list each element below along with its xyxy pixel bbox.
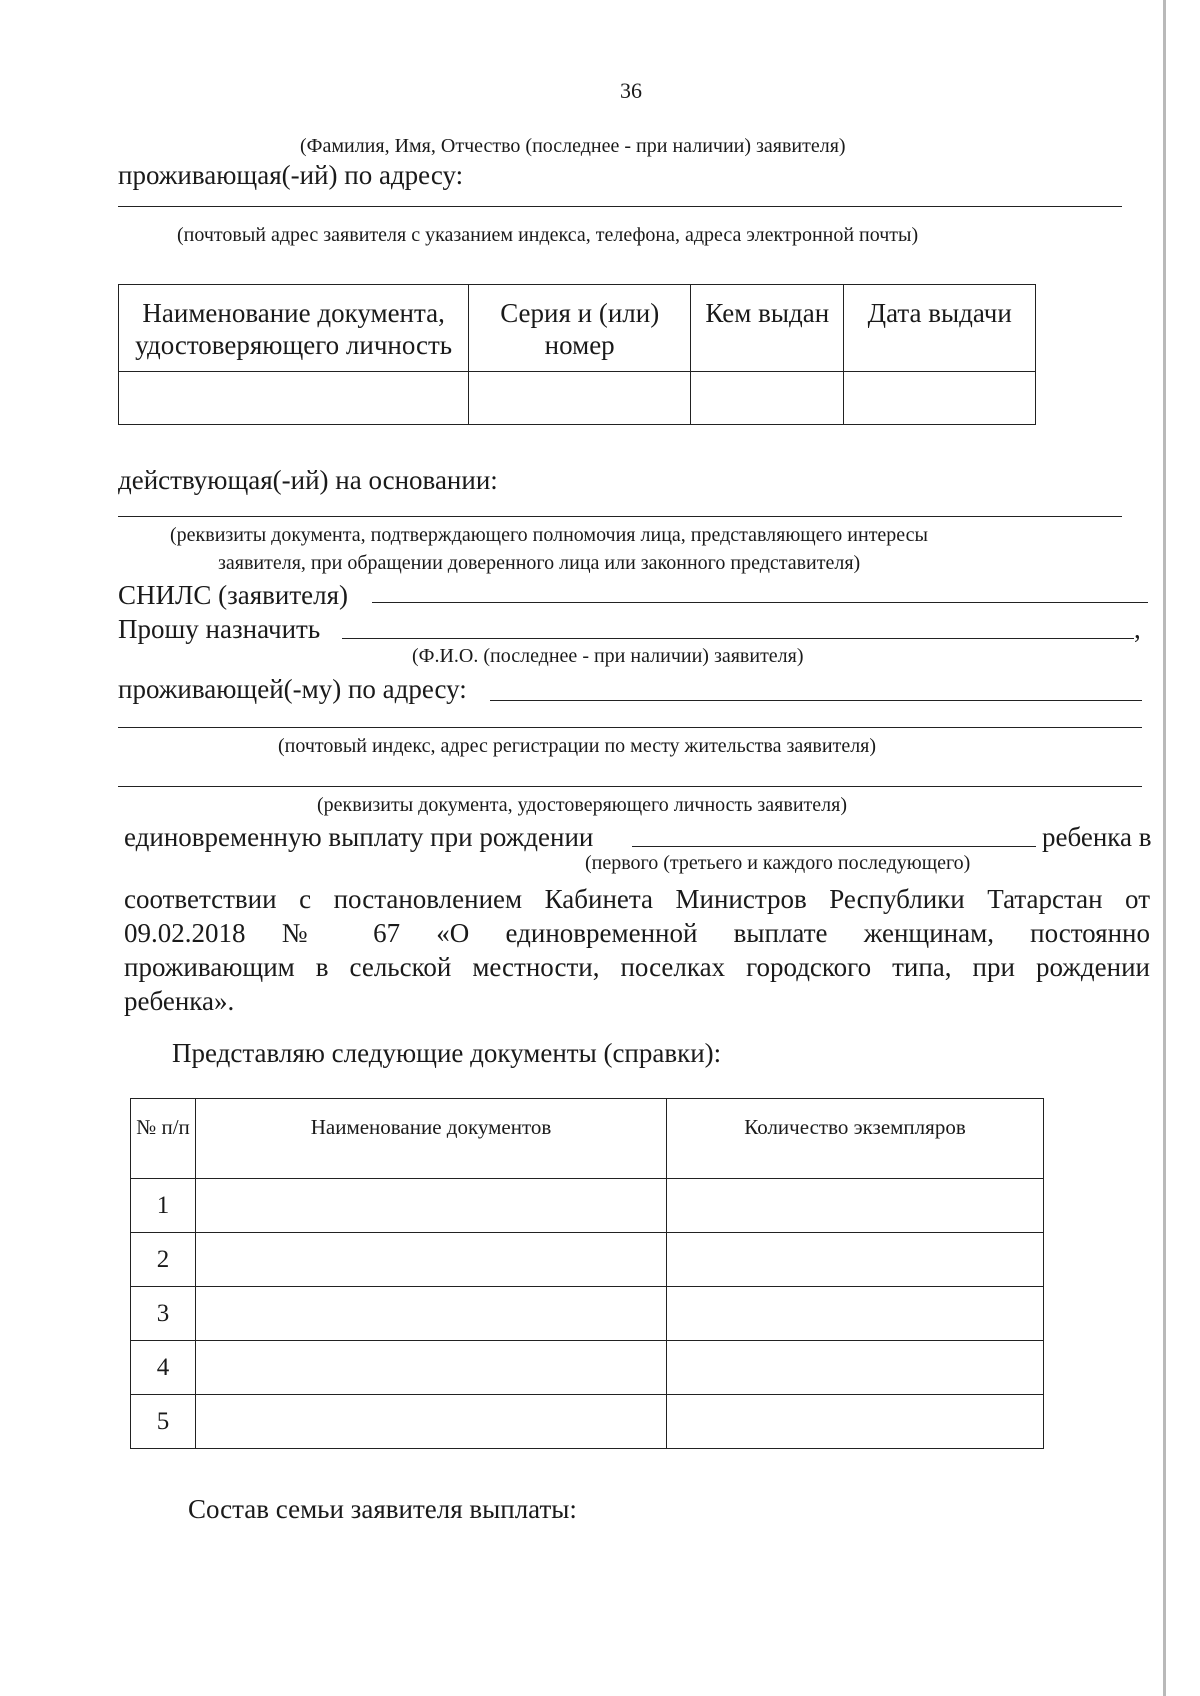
docs-row-num: 2	[131, 1233, 196, 1287]
id-doc-line[interactable]	[118, 786, 1142, 787]
id-table-cell-series[interactable]	[469, 372, 691, 425]
paragraph-line-3: проживающим в сельской местности, поселках городского типа, при рождении	[124, 952, 1150, 982]
basis-line[interactable]	[118, 516, 1122, 517]
docs-row-name-cell[interactable]	[196, 1233, 667, 1287]
table-row	[131, 1233, 1044, 1287]
label-address-2: проживающей(-му) по адресу:	[118, 674, 467, 704]
id-table-header-date: Дата выдачи	[844, 285, 1036, 372]
docs-header-num: № п/п	[131, 1099, 196, 1179]
paragraph-line-4: ребенка».	[124, 986, 235, 1016]
caption-basis-line-1: (реквизиты документа, подтверждающего полномочия лица, представляющего интересы	[170, 524, 928, 546]
docs-row-qty-cell[interactable]	[667, 1287, 1044, 1341]
caption-fio: (Фамилия, Имя, Отчество (последнее - при наличии) заявителя)	[300, 135, 846, 157]
table-row	[131, 1395, 1044, 1449]
request-line[interactable]	[342, 638, 1134, 639]
address-2-line[interactable]	[490, 700, 1142, 701]
label-basis: действующая(-ий) на основании:	[118, 465, 498, 495]
label-family: Состав семьи заявителя выплаты:	[188, 1494, 577, 1524]
id-table-cell-doc[interactable]	[119, 372, 469, 425]
id-table-header-row	[119, 285, 1036, 372]
table-row	[131, 1179, 1044, 1233]
label-payment: единовременную выплату при рождении	[124, 822, 594, 852]
caption-postal-2: (почтовый индекс, адрес регистрации по месту жительства заявителя)	[278, 735, 877, 757]
docs-header-name: Наименование документов	[196, 1099, 667, 1179]
docs-table-header-row	[131, 1099, 1044, 1179]
caption-basis-line-2: заявителя, при обращении доверенного лица или законного представителя)	[218, 552, 861, 574]
id-table-header-doc: Наименование документа, удостоверяющего личность	[119, 285, 469, 372]
table-row	[131, 1287, 1044, 1341]
docs-row-qty-cell[interactable]	[667, 1341, 1044, 1395]
docs-row-num: 4	[131, 1341, 196, 1395]
table-row	[131, 1341, 1044, 1395]
docs-row-num: 3	[131, 1287, 196, 1341]
docs-row-qty-cell[interactable]	[667, 1233, 1044, 1287]
paragraph-line-1: соответствии с постановлением Кабинета Министров Республики Татарстан от	[124, 884, 1150, 914]
caption-postal-1: (почтовый адрес заявителя с указанием индекса, телефона, адреса электронной почты)	[177, 224, 919, 246]
docs-row-name-cell[interactable]	[196, 1179, 667, 1233]
label-child: ребенка в	[1042, 822, 1152, 852]
id-table-row	[119, 372, 1036, 425]
docs-row-qty-cell[interactable]	[667, 1179, 1044, 1233]
id-document-table	[118, 284, 1036, 425]
paragraph-line-2: 09.02.2018 № 67 «О единовременной выплате женщинам, постоянно	[124, 918, 1150, 948]
documents-table	[130, 1098, 1044, 1449]
caption-id-doc: (реквизиты документа, удостоверяющего личность заявителя)	[317, 794, 847, 816]
docs-row-num: 5	[131, 1395, 196, 1449]
child-order-line[interactable]	[632, 846, 1036, 847]
id-table-header-series: Серия и (или) номер	[469, 285, 691, 372]
docs-row-name-cell[interactable]	[196, 1395, 667, 1449]
caption-fio-short: (Ф.И.О. (последнее - при наличии) заявителя)	[412, 645, 804, 667]
docs-row-qty-cell[interactable]	[667, 1395, 1044, 1449]
scan-edge	[1163, 0, 1166, 1696]
snils-line[interactable]	[372, 602, 1148, 603]
label-snils: СНИЛС (заявителя)	[118, 580, 349, 610]
id-table-cell-date[interactable]	[844, 372, 1036, 425]
id-table-cell-issuer[interactable]	[691, 372, 844, 425]
page-number: 36	[620, 78, 642, 103]
label-documents: Представляю следующие документы (справки):	[172, 1038, 722, 1068]
address-1-line[interactable]	[118, 206, 1122, 207]
label-address-1: проживающая(-ий) по адресу:	[118, 160, 464, 190]
docs-row-name-cell[interactable]	[196, 1341, 667, 1395]
docs-row-name-cell[interactable]	[196, 1287, 667, 1341]
id-table-header-issuer: Кем выдан	[691, 285, 844, 372]
label-request: Прошу назначить	[118, 614, 321, 644]
docs-row-num: 1	[131, 1179, 196, 1233]
docs-header-qty: Количество экземпляров	[667, 1099, 1044, 1179]
request-comma: ,	[1134, 614, 1141, 644]
caption-child-order: (первого (третьего и каждого последующего)	[585, 852, 971, 874]
address-2-extra-line[interactable]	[118, 727, 1142, 728]
